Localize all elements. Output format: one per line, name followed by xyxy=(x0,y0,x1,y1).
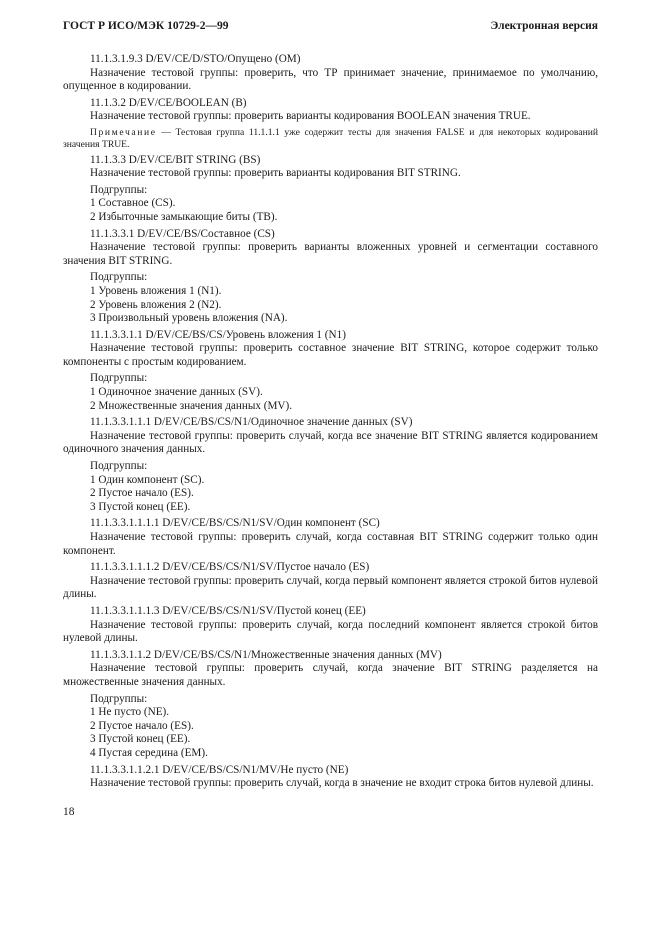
paragraph: Назначение тестовой группы: проверить случай, когда в значение не входит строка битов нулевой длины. xyxy=(90,777,594,790)
paragraph: Назначение тестовой группы: проверить, что ТР принимает значение, принимаемое по умолчанию, опущенное в кодировании. xyxy=(63,66,598,93)
list-item: 2 Уровень вложения 2 (N2). xyxy=(90,298,222,311)
paragraph: Назначение тестовой группы: проверить варианты кодирования BOOLEAN значения TRUE. xyxy=(90,110,531,123)
section-heading: 11.1.3.3.1.1 D/EV/CE/BS/CS/Уровень вложения 1 (N1) xyxy=(90,328,346,341)
section-heading: 11.1.3.1.9.3 D/EV/CE/D/STO/Опущено (OM) xyxy=(90,53,301,65)
header-standard-id: ГОСТ Р ИСО/МЭК 10729-2—99 xyxy=(63,20,229,32)
subgroups-label: Подгруппы: xyxy=(90,460,148,473)
note-text: — Тестовая группа 11.1.1.1 уже содержит тесты для значения FALSE и для некоторых кодирований значения TRUE. xyxy=(63,126,598,150)
list-item: 3 Пустой конец (EE). xyxy=(90,500,191,513)
paragraph: Назначение тестовой группы: проверить случай, когда значение BIT STRING разделяется на множественные значения данных. xyxy=(63,662,598,688)
section-heading: 11.1.3.3.1 D/EV/CE/BS/Составное (CS) xyxy=(90,227,275,240)
section-heading: 11.1.3.3.1.1.2.1 D/EV/CE/BS/CS/N1/MV/Не пусто (NE) xyxy=(90,763,349,776)
subgroups-label: Подгруппы: xyxy=(90,372,148,385)
page-number: 18 xyxy=(63,806,75,818)
header-edition-label: Электронная версия xyxy=(490,20,598,32)
section-heading: 11.1.3.2 D/EV/CE/BOOLEAN (B) xyxy=(90,96,247,109)
section-heading: 11.1.3.3.1.1.1.3 D/EV/CE/BS/CS/N1/SV/Пустой конец (EE) xyxy=(90,604,366,617)
section-heading: 11.1.3.3.1.1.2 D/EV/CE/BS/CS/N1/Множественные значения данных (MV) xyxy=(90,648,442,661)
list-item: 1 Составное (CS). xyxy=(90,197,176,210)
paragraph: Назначение тестовой группы: проверить варианты вложенных уровней и сегментации составного значения BIT STRING. xyxy=(63,241,598,267)
section-heading: 11.1.3.3.1.1.1.2 D/EV/CE/BS/CS/N1/SV/Пустое начало (ES) xyxy=(90,561,370,574)
subgroups-label: Подгруппы: xyxy=(90,271,148,284)
list-item: 2 Пустое начало (ES). xyxy=(90,719,194,732)
note-label: Примечание xyxy=(90,126,157,138)
list-item: 4 Пустая середина (EM). xyxy=(90,746,208,759)
note-paragraph xyxy=(63,127,598,151)
paragraph: Назначение тестовой группы: проверить случай, когда все значение BIT STRING является кодированием одиночного значения данных. xyxy=(63,429,598,456)
list-item: 1 Не пусто (NE). xyxy=(90,706,170,719)
list-item: 1 Уровень вложения 1 (N1). xyxy=(90,284,222,297)
list-item: 2 Избыточные замыкающие биты (TB). xyxy=(90,210,278,223)
list-item: 1 Один компонент (SC). xyxy=(90,473,205,486)
section-heading: 11.1.3.3 D/EV/CE/BIT STRING (BS) xyxy=(90,153,261,166)
document-body xyxy=(63,50,598,791)
list-item: 3 Произвольный уровень вложения (NA). xyxy=(90,312,288,325)
paragraph: Назначение тестовой группы: проверить случай, когда первый компонент является строкой битов нулевой длины. xyxy=(63,574,598,601)
section-heading: 11.1.3.3.1.1.1 D/EV/CE/BS/CS/N1/Одиночное значение данных (SV) xyxy=(90,416,413,429)
paragraph: Назначение тестовой группы: проверить случай, когда составная BIT STRING содержит только один компонент. xyxy=(63,531,598,557)
list-item: 3 Пустой конец (EE). xyxy=(90,733,191,746)
list-item: 1 Одиночное значение данных (SV). xyxy=(90,386,263,399)
list-item: 2 Множественные значения данных (MV). xyxy=(90,399,293,412)
subgroups-label: Подгруппы: xyxy=(90,692,148,705)
section-heading: 11.1.3.3.1.1.1.1 D/EV/CE/BS/CS/N1/SV/Один компонент (SC) xyxy=(90,517,380,530)
paragraph: Назначение тестовой группы: проверить составное значение BIT STRING, которое содержит только компоненты с простым кодированием. xyxy=(63,342,598,368)
subgroups-label: Подгруппы: xyxy=(90,183,148,196)
paragraph: Назначение тестовой группы: проверить случай, когда последний компонент является строкой битов нулевой длины. xyxy=(63,618,598,645)
list-item: 2 Пустое начало (ES). xyxy=(90,487,194,500)
paragraph: Назначение тестовой группы: проверить варианты кодирования BIT STRING. xyxy=(90,167,461,180)
